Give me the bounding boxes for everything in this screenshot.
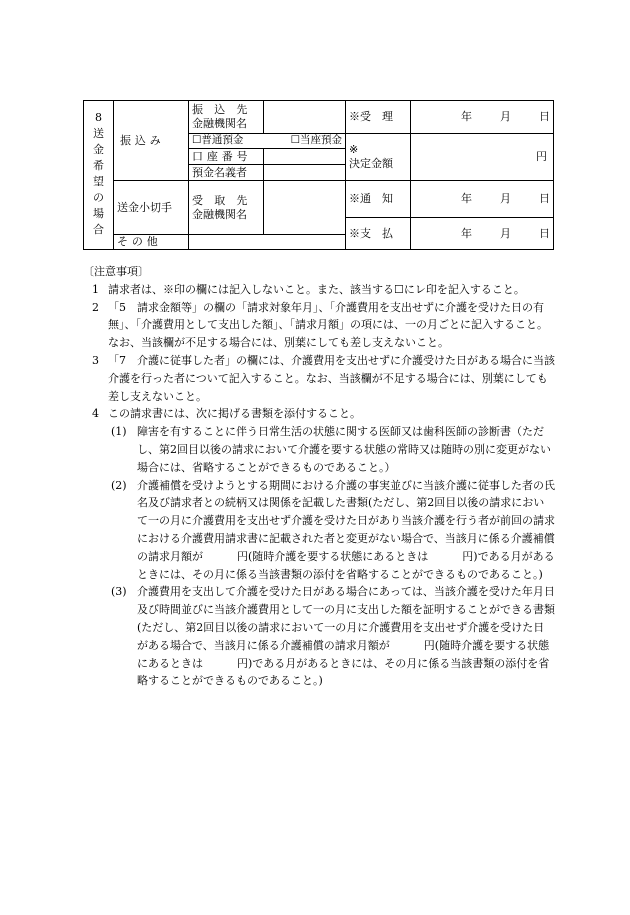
kettei-amount-field[interactable]: 円 [411, 134, 554, 181]
section-title-char-2: 金 [93, 143, 104, 156]
section-number: 8 [95, 111, 102, 124]
note-4-2: (2) 介護補償を受けようとする期間における介護の事実並びに当該介護に従事した者の氏名及び請求者との続柄又は関係を記載した書類(ただし、第2回目以後の請求において一の月に介護費用を支出せず介護を受けた日があり当該介護を行う者が前回の請求における介護費用請求書に記載された者と変更がない場合で、当該月に係る介護補償の請求月額が 円(随時介護を要する状態にあるときは 円)である月があるときには、その月に係る当該書類の添付を省略することができるものであること。) [111, 478, 555, 581]
note-1: 1 請求者は、※印の欄には記入しないこと。また、該当する☐にレ印を記入すること。 [92, 282, 525, 296]
account-no-field[interactable] [264, 149, 346, 165]
juri-date-field[interactable]: 年 月 日 [411, 101, 554, 134]
section-title-char-6: 場 [93, 207, 104, 220]
tsuchi-label: ※通 知 [346, 181, 411, 218]
account-type-cell [189, 134, 346, 149]
recv-bank-field[interactable] [264, 181, 346, 235]
note-4: 4 この請求書には、次に掲げる書類を添付すること。 [92, 407, 361, 421]
furikomi-label: 振込み [114, 101, 189, 181]
section-header-cell [84, 101, 114, 250]
juri-label: ※受 理 [346, 101, 411, 134]
shiharai-label: ※支 払 [346, 218, 411, 250]
section-title-char-3: 希 [93, 159, 104, 172]
account-no-label: 口座番号 [189, 149, 264, 165]
tsuchi-date-field[interactable]: 年 月 日 [411, 181, 554, 218]
note-2: 2 「5 請求金額等」の欄の「請求対象年月」、「介護費用を支出せずに介護を受けた日の有無」、「介護費用として支出した額」、「請求月額」の項には、一の月ごとに記入すること。なお、当該欄が不足する場合には、別葉にしても差し支えないこと。 [92, 300, 548, 350]
toza-checkbox[interactable]: ☐当座預金 [290, 134, 342, 147]
note-4-3: (3) 介護費用を支出して介護を受けた日がある場合にあっては、当該介護を受けた年月日及び時間並びに当該介護費用として一の月に支出した額を証明することができる書類(ただし、第2回目以後の請求において一の月に介護費用を支出せず介護を受けた日がある場合で、当該月に係る介護補償の請求月額が 円(随時介護を要する状態にあるときは 円)である月があるときには、その月に係る当該書類の添付を省略することができるものであること。) [111, 585, 555, 688]
bank-name-field[interactable] [264, 101, 346, 134]
holder-field[interactable] [264, 165, 346, 181]
holder-label: 預金名義者 [189, 165, 264, 181]
note-4-1: (1) 障害を有することに伴う日常生活の状態に関する医師又は歯科医師の診断書（ただし、第2回目以後の請求において介護を要する状態の常時又は随時の別に変更がない場合には、省略することができるものであること。） [111, 425, 551, 474]
bank-label: 振 込 先 金融機関名 [189, 101, 264, 134]
remittance-table [83, 100, 554, 250]
other-field[interactable] [189, 235, 346, 250]
other-label: その他 [114, 235, 189, 250]
note-3: 3 「7 介護に従事した者」の欄には、介護費用を支出せずに介護受けた日がある場合に当該介護を行った者について記入すること。なお、当該欄が不足する場合には、別葉にしても差し支えないこと。 [92, 353, 555, 403]
cheque-label: 送金小切手 [114, 181, 189, 235]
section-title-char-5: の [93, 191, 104, 204]
notes-section [83, 263, 555, 690]
section-title-char-7: 合 [93, 223, 104, 236]
recv-bank-label: 受 取 先 金融機関名 [189, 181, 264, 235]
kettei-label: ※ 決定金額 [346, 134, 411, 181]
section-title-char-4: 望 [93, 175, 104, 188]
notes-heading: 〔注意事項〕 [83, 265, 149, 278]
futsu-checkbox[interactable]: ☐普通預金 [192, 134, 244, 147]
section-title-char-1: 送 [93, 127, 104, 140]
shiharai-date-field[interactable]: 年 月 日 [411, 218, 554, 250]
